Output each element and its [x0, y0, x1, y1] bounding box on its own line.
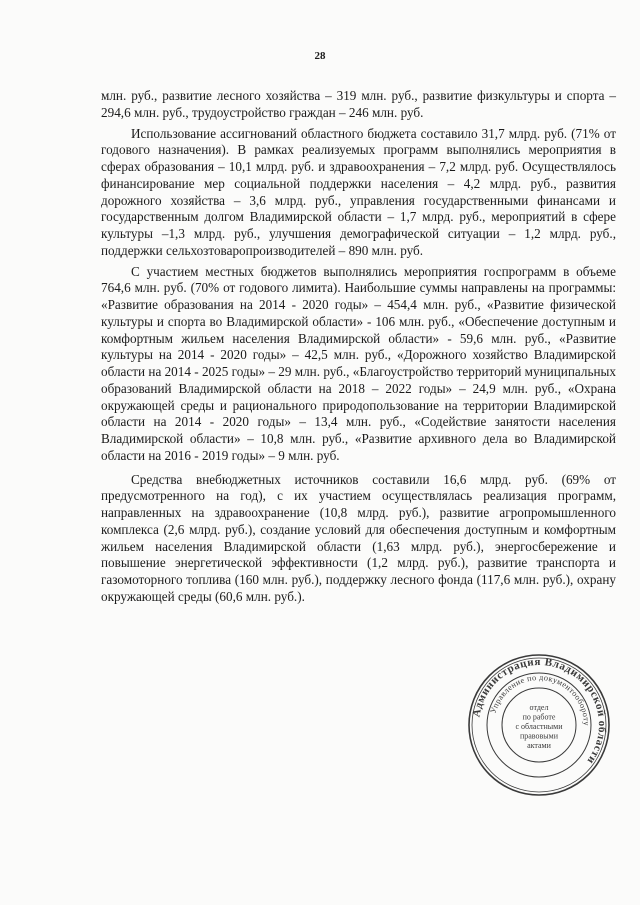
page-number: 28 [314, 50, 326, 62]
official-stamp [466, 652, 612, 798]
stamp-center-line: отдел [529, 703, 549, 712]
document-body [101, 88, 616, 610]
paragraph-extrabudgetary: Средства внебюджетных источников составили 16,6 млрд. руб. (69% от предусмотренного на год), с их участием осуществлялась реализация программ, направленных на здравоохранение (10,8 млрд. руб.), развитие агропромышленного комплекса (2,6 млрд. руб.), создание условий для обеспечения доступным и комфортным жильем населения Владимирской области (1,63 млрд. руб.), энергосбережение и повышение энергетической эффективности (1,2 млрд. руб.), развитие транспорта и газомоторного топлива (160 млн. руб.), поддержку лесного фонда (117,6 млн. руб.), охрану окружающей среды (60,6 млн. руб.). [101, 471, 616, 604]
paragraph-regional-budget: Использование ассигнований областного бюджета составило 31,7 млрд. руб. (71% от годового назначения). В рамках реализуемых программ выполнялись мероприятия в сферах образования – 10,1 млрд. руб. и здравоохранения – 7,2 млрд. руб. Осуществлялось финансирование мер социальной поддержки населения – 4,2 млрд. руб., развития дорожного хозяйства – 3,6 млрд. руб., управления государственными финансами и государственным долгом Владимирской области – 1,7 млрд. руб., мероприятий в сфере культуры –1,3 млрд. руб., улучшения демографической ситуации – 1,2 млрд. руб., поддержки сельхозтоваропроизводителей – 890 млн. руб. [101, 125, 616, 258]
stamp-center-line: с областными [515, 722, 563, 731]
stamp-center-line: правовыми [519, 731, 559, 741]
stamp-center-line: по работе [522, 712, 556, 722]
paragraph-continuation: млн. руб., развитие лесного хозяйства – 319 млн. руб., развитие физкультуры и спорта – 294,6 млн. руб., трудоустройство граждан – 246 млн. руб. [101, 88, 616, 120]
stamp-center-lines [515, 703, 563, 750]
stamp-outer-text: Администрация Владимирской области [470, 655, 609, 767]
paragraph-local-budgets: С участием местных бюджетов выполнялись мероприятия госпрограмм в объеме 764,6 млн. руб. (70% от годового лимита). Наибольшие суммы направлены на программы: «Развитие образования на 2014 - 2020 годы» – 454,4 млн. руб., «Развитие физической культуры и спорта во Владимирской области» - 106 млн. руб., «Обеспечение доступным и комфортным жильем населения Владимирской области» - 59,6 млн. руб., «Развитие культуры на 2014 - 2020 годы» – 42,5 млн. руб., «Дорожного хозяйство Владимирской области на 2014 - 2025 годы» – 29 млн. руб., «Благоустройство территорий муниципальных образований Владимирской области на 2018 – 2022 годы» – 24,9 млн. руб., «Охрана окружающей среды и рационального природопользование на территории Владимирской области на 2014 - 2020 годы» – 13,4 млн. руб., «Содействие занятости населения Владимирской области» – 10,8 млн. руб., «Развитие архивного дела во Владимирской области на 2016 - 2019 годы» – 9 млн. руб. [101, 263, 616, 463]
stamp-inner-text: Управление по документообороту [488, 672, 592, 727]
stamp-center-line: актами [527, 741, 551, 750]
